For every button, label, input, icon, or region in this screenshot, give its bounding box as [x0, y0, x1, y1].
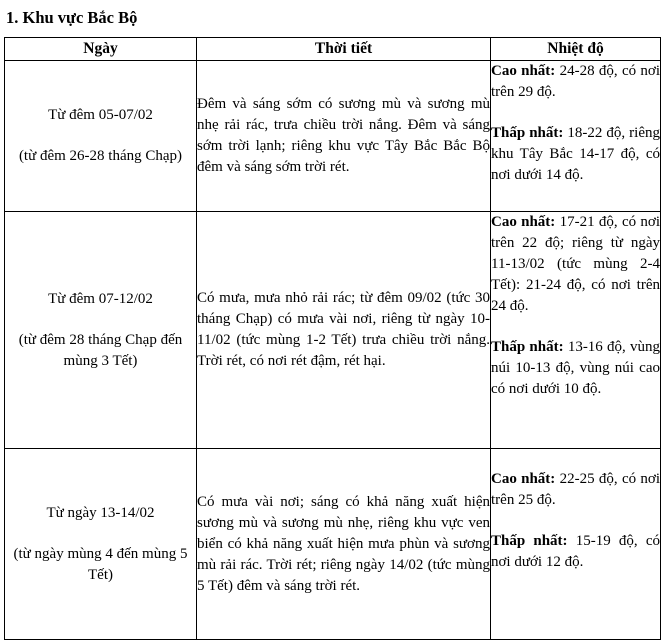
day-lunar: (từ ngày mùng 4 đến mùng 5 Tết)	[13, 545, 188, 583]
low-temperature	[491, 531, 660, 573]
day-lunar: (từ đêm 26-28 tháng Chạp)	[18, 148, 183, 164]
header-temperature: Nhiệt độ	[491, 38, 661, 61]
day-lunar: (từ đêm 28 tháng Chạp đến mùng 3 Tết)	[18, 331, 183, 369]
temperature-cell	[491, 449, 661, 640]
low-value: 13-16 độ, vùng núi 10-13 độ, vùng núi cao có nơi dưới 10 độ.	[491, 339, 660, 397]
high-label: Cao nhất:	[491, 214, 556, 230]
temperature-cell	[491, 61, 661, 212]
table-row	[5, 212, 661, 449]
table-row	[5, 61, 661, 212]
day-range: Từ đêm 07-12/02	[48, 290, 153, 307]
high-temperature	[491, 212, 660, 317]
low-value: 15-19 độ, có nơi dưới 12 độ.	[491, 533, 660, 570]
header-weather: Thời tiết	[197, 38, 491, 61]
section-title: 1. Khu vực Bắc Bộ	[6, 8, 138, 27]
low-temperature	[491, 337, 660, 400]
day-cell	[5, 61, 197, 212]
low-label: Thấp nhất:	[491, 339, 564, 355]
forecast-table	[4, 37, 661, 640]
high-value: 24-28 độ, có nơi trên 29 độ.	[491, 63, 660, 100]
weather-cell: Có mưa vài nơi; sáng có khả năng xuất hiện sương mù và sương mù nhẹ, riêng khu vực ven biển có khả năng xuất hiện mưa phùn và sương mù rải rác. Trời rét; riêng ngày 14/02 (tức mùng 5 Tết) đêm và sáng trời rét.	[197, 449, 491, 640]
low-label: Thấp nhất:	[491, 125, 564, 141]
low-label: Thấp nhất:	[491, 533, 568, 549]
temperature-cell	[491, 212, 661, 449]
weather-cell: Đêm và sáng sớm có sương mù và sương mù nhẹ rải rác, trưa chiều trời nắng. Đêm và sáng sớm trời lạnh; riêng khu vực Tây Bắc Bắc Bộ đêm và sáng sớm trời rét.	[197, 61, 491, 212]
table-header-row	[5, 38, 661, 61]
day-cell	[5, 212, 197, 449]
day-cell	[5, 449, 197, 640]
high-value: 22-25 độ, có nơi trên 25 độ.	[491, 471, 660, 508]
day-range: Từ ngày 13-14/02	[46, 504, 155, 521]
high-label: Cao nhất:	[491, 63, 556, 79]
day-range: Từ đêm 05-07/02	[48, 107, 153, 123]
weather-cell: Có mưa, mưa nhỏ rải rác; từ đêm 09/02 (tức 30 tháng Chạp) có mưa vài nơi, riêng từ ngày 10-11/02 (tức mùng 1-2 Tết) trưa chiều trời nắng. Trời rét, có nơi rét đậm, rét hại.	[197, 212, 491, 449]
high-value: 17-21 độ, có nơi trên 22 độ; riêng từ ngày 11-13/02 (tức mùng 2-4 Tết): 21-24 độ, có nơi trên 24 độ.	[491, 214, 660, 314]
high-temperature	[491, 61, 660, 103]
table-row	[5, 449, 661, 640]
low-temperature	[491, 123, 660, 186]
low-value: 18-22 độ, riêng khu Tây Bắc 14-17 độ, có nơi dưới 14 độ.	[491, 125, 660, 183]
header-day: Ngày	[5, 38, 197, 61]
high-label: Cao nhất:	[491, 471, 556, 487]
high-temperature	[491, 469, 660, 511]
